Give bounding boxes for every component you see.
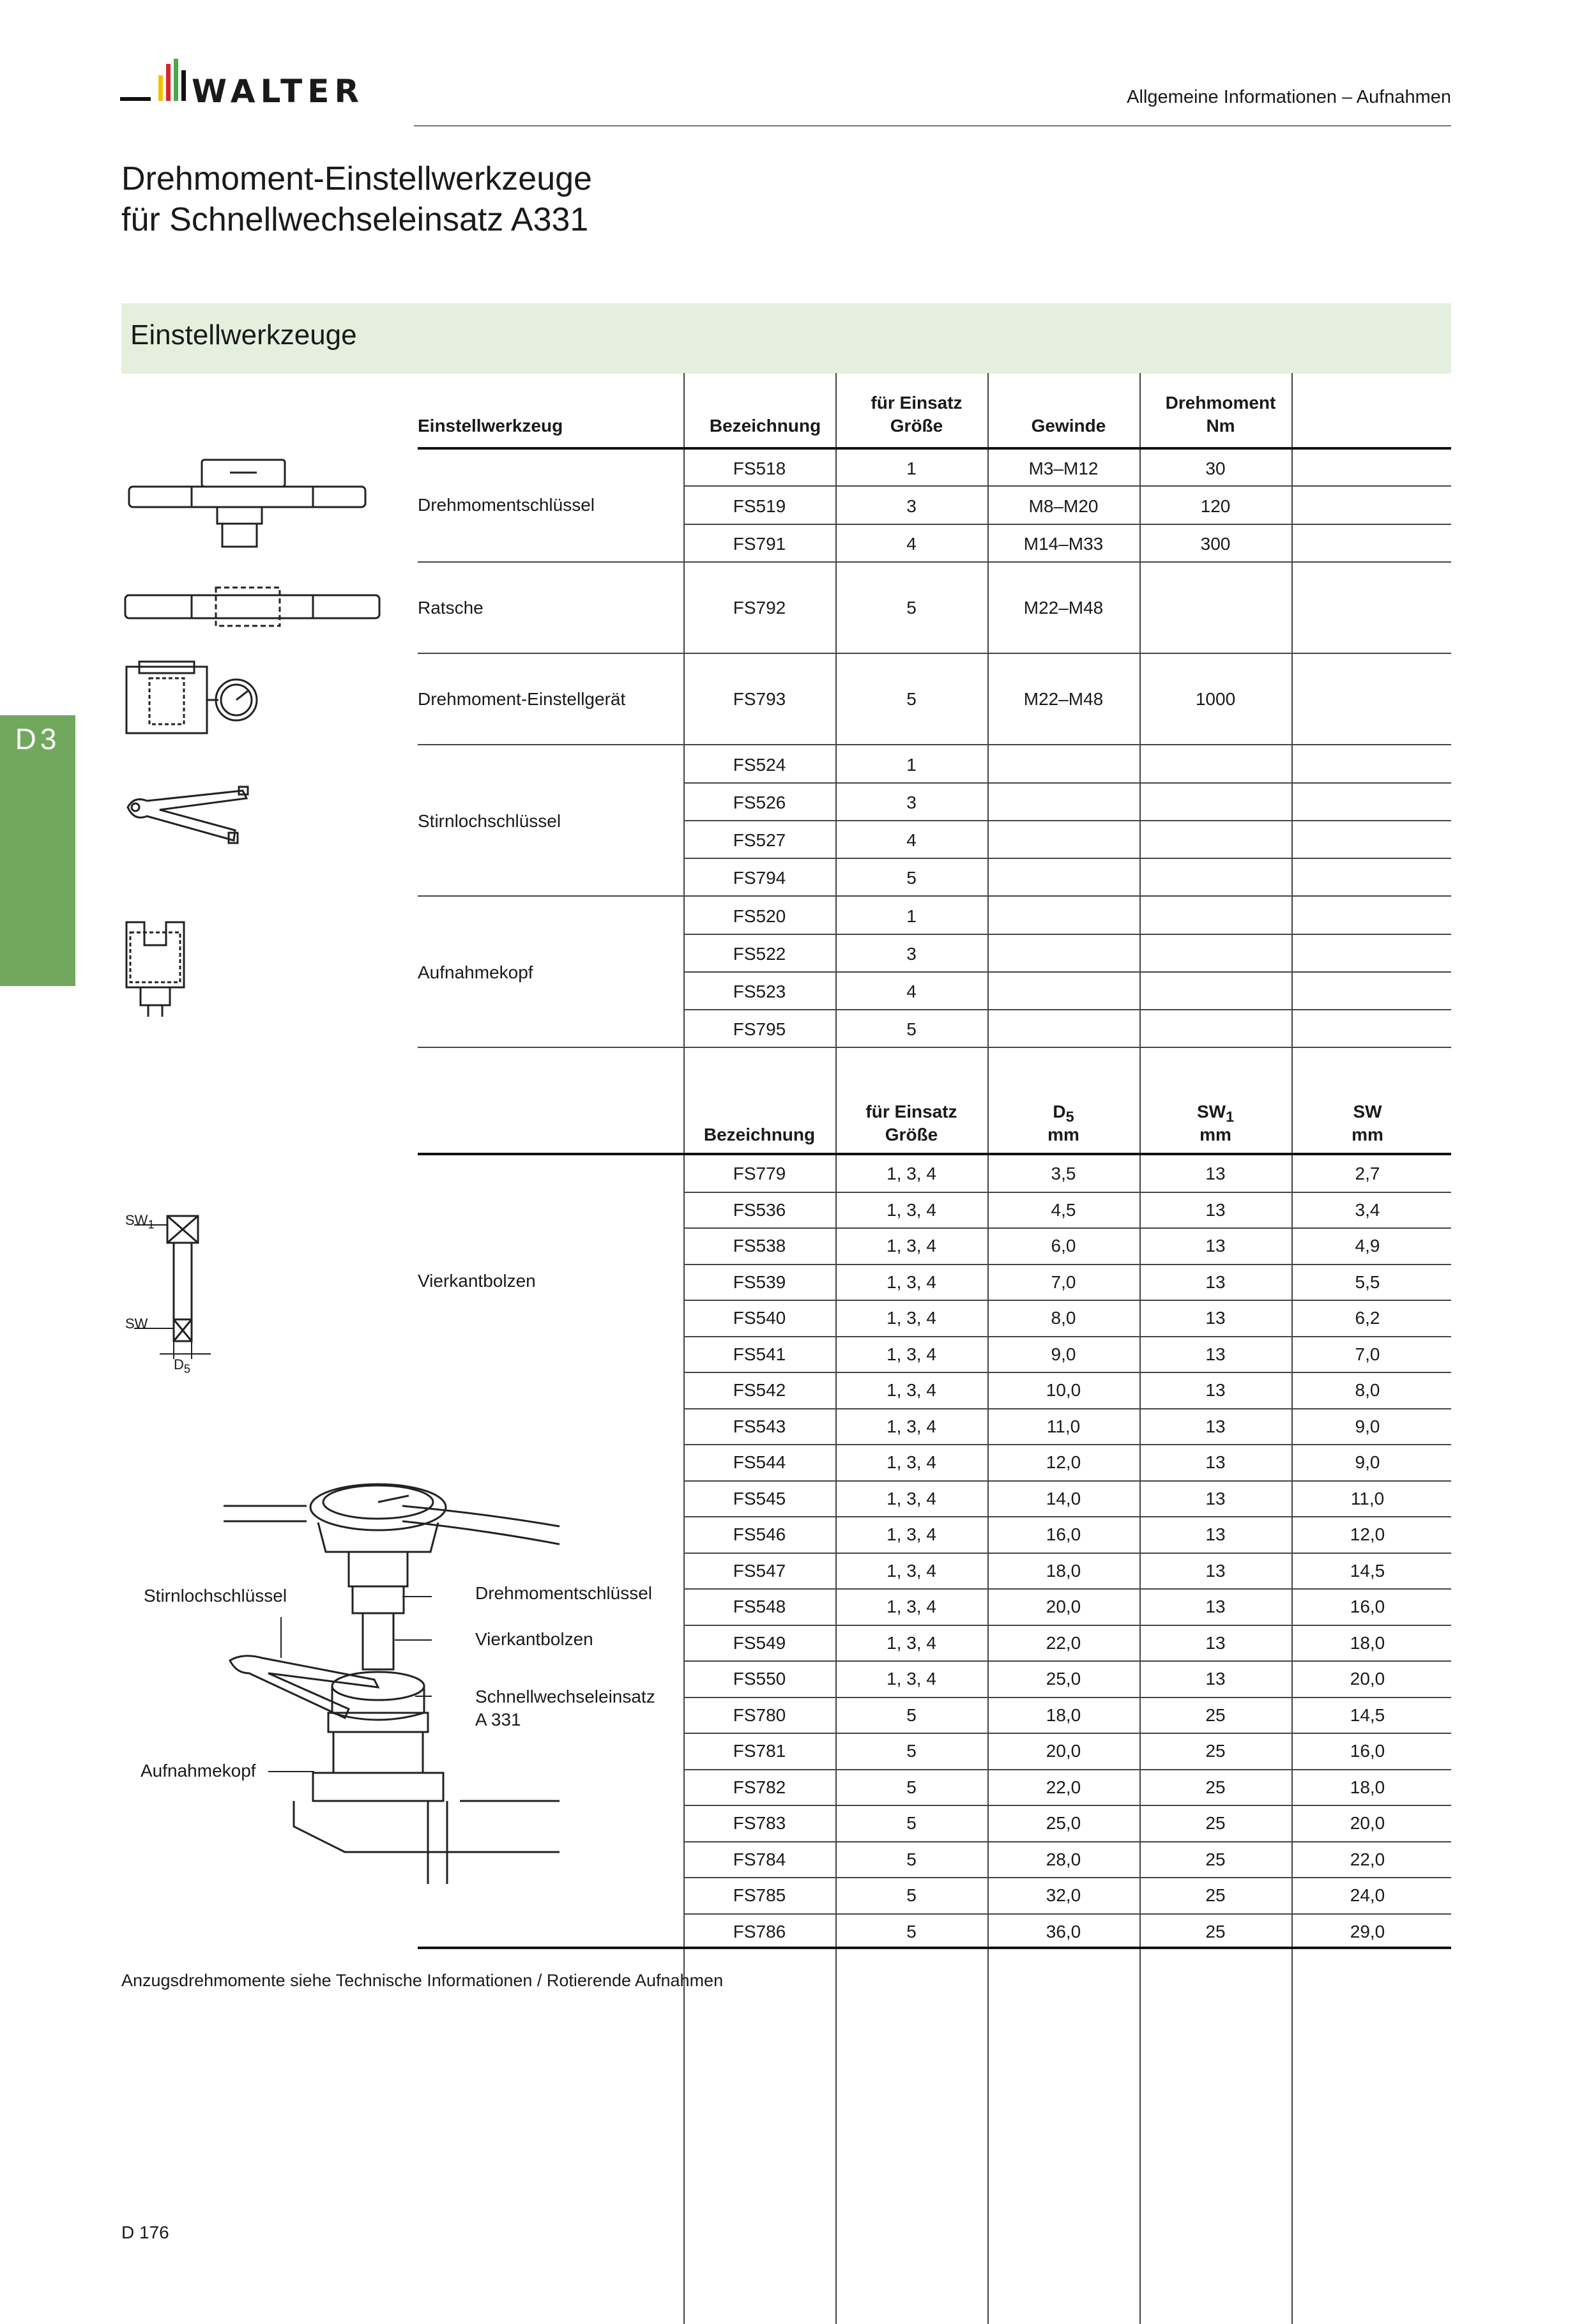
cell-d5: 4,5 — [1051, 1199, 1076, 1220]
cell-size: 1, 3, 4 — [887, 1344, 936, 1364]
col-header-insert-line-2: Größe — [885, 1125, 938, 1144]
cell-sw1: 13 — [1205, 1597, 1226, 1616]
cell-size: 1, 3, 4 — [887, 1308, 936, 1328]
col-header-d5-unit: mm — [1047, 1125, 1079, 1144]
row-divider — [683, 934, 1451, 935]
tool-name: Stirnlochschlüssel — [418, 811, 561, 831]
callout-torque-wrench: Drehmomentschlüssel — [475, 1583, 652, 1603]
bolt-label-d5-subscript: 5 — [183, 1362, 191, 1376]
bolt-label-sw1 — [125, 1210, 155, 1235]
row-divider — [683, 820, 1451, 821]
row-divider — [683, 1588, 1451, 1590]
column-divider — [1139, 1054, 1141, 2324]
cell-sw1: 25 — [1205, 1921, 1226, 1941]
cell-torque: 1000 — [1195, 689, 1236, 709]
cell-size: 5 — [906, 1705, 917, 1725]
callout-face-spanner: Stirnlochschlüssel — [144, 1586, 287, 1606]
cell-designation: FS545 — [733, 1488, 786, 1508]
cell-size: 1 — [906, 459, 917, 478]
cell-designation: FS546 — [733, 1524, 786, 1544]
cell-designation: FS550 — [733, 1669, 786, 1689]
cell-size: 5 — [906, 1813, 917, 1833]
group-divider — [418, 895, 1451, 897]
cell-designation: FS527 — [733, 830, 786, 850]
cell-size: 3 — [906, 496, 917, 516]
cell-sw: 18,0 — [1350, 1632, 1385, 1653]
brand-name: WALTER — [192, 73, 364, 110]
cell-sw: 22,0 — [1350, 1849, 1385, 1869]
cell-thread: M22–M48 — [1023, 689, 1104, 709]
cell-designation: FS523 — [733, 982, 786, 1001]
cell-sw1: 13 — [1205, 1488, 1226, 1508]
cell-designation: FS539 — [733, 1272, 786, 1292]
cell-designation: FS544 — [733, 1452, 786, 1472]
row-divider — [683, 1336, 1451, 1337]
cell-size: 3 — [906, 944, 917, 964]
row-divider — [683, 1553, 1451, 1554]
cell-designation: FS795 — [733, 1019, 786, 1039]
cell-designation: FS782 — [733, 1777, 786, 1797]
header-rule — [418, 1153, 1451, 1155]
cell-thread: M22–M48 — [1023, 598, 1104, 618]
torque-wrench-icon — [121, 447, 383, 556]
cell-d5: 18,0 — [1046, 1705, 1081, 1725]
row-divider — [683, 485, 1451, 487]
cell-designation: FS783 — [733, 1813, 786, 1833]
row-divider — [683, 1227, 1451, 1229]
cell-size: 1, 3, 4 — [887, 1164, 936, 1183]
cell-size: 1, 3, 4 — [887, 1560, 936, 1581]
callout-square-bolt: Vierkantbolzen — [475, 1629, 593, 1649]
cell-designation: FS519 — [733, 496, 786, 516]
cell-size: 5 — [906, 1777, 917, 1797]
cell-size: 5 — [906, 1741, 917, 1761]
cell-designation: FS541 — [733, 1344, 786, 1364]
page-number: D 176 — [121, 2222, 169, 2242]
cell-size: 5 — [906, 1849, 917, 1869]
col-header-designation: Bezeichnung — [709, 416, 821, 436]
row-divider — [683, 1733, 1451, 1734]
column-divider — [987, 1054, 989, 2324]
row-divider — [683, 1625, 1451, 1626]
tool-name: Aufnahmekopf — [418, 962, 533, 982]
row-divider — [683, 524, 1451, 525]
row-divider — [683, 1660, 1451, 1662]
section-title: Einstellwerkzeuge — [130, 319, 357, 351]
row-divider — [683, 1841, 1451, 1842]
col-header-insert-line-2: Größe — [890, 416, 943, 436]
cell-size: 4 — [906, 534, 917, 554]
bolt-label-d5 — [174, 1354, 190, 1379]
cell-sw1: 13 — [1205, 1452, 1226, 1472]
row-divider — [683, 1408, 1451, 1409]
cell-size: 4 — [906, 830, 917, 850]
cell-d5: 22,0 — [1046, 1632, 1081, 1653]
cell-d5: 8,0 — [1051, 1308, 1076, 1328]
cell-designation: FS786 — [733, 1921, 786, 1941]
cell-designation: FS518 — [733, 459, 786, 478]
row-divider — [683, 1697, 1451, 1698]
cell-size: 5 — [906, 1885, 917, 1905]
bolt-label-sw1-letters: SW — [125, 1212, 148, 1228]
row-divider — [683, 1769, 1451, 1770]
cell-designation: FS779 — [733, 1164, 786, 1183]
row-divider — [683, 1913, 1451, 1915]
bolt-label-sw1-subscript: 1 — [148, 1217, 155, 1231]
cell-sw: 9,0 — [1355, 1416, 1380, 1436]
cell-d5: 7,0 — [1051, 1272, 1076, 1292]
cell-size: 5 — [906, 689, 917, 709]
cell-d5: 6,0 — [1051, 1236, 1076, 1256]
cell-sw1: 13 — [1205, 1560, 1226, 1581]
cell-size: 5 — [906, 1921, 917, 1941]
cell-torque: 300 — [1200, 534, 1231, 554]
row-divider — [683, 1264, 1451, 1265]
cell-sw: 3,4 — [1355, 1199, 1380, 1220]
cell-sw: 14,5 — [1350, 1705, 1385, 1725]
column-divider — [835, 373, 837, 1054]
col-header-designation: Bezeichnung — [703, 1125, 816, 1144]
cell-sw1: 13 — [1205, 1632, 1226, 1653]
cell-designation: FS549 — [733, 1632, 786, 1653]
column-divider — [1291, 373, 1293, 1054]
col-header-sw1-unit: mm — [1199, 1125, 1231, 1144]
col-header-tool: Einstellwerkzeug — [418, 416, 563, 436]
cell-d5: 12,0 — [1046, 1452, 1081, 1472]
cell-size: 1, 3, 4 — [887, 1416, 936, 1436]
page-title — [121, 158, 592, 240]
row-divider — [683, 1192, 1451, 1193]
cell-designation: FS548 — [733, 1597, 786, 1616]
row-divider — [683, 1444, 1451, 1445]
col-header-insert-line-1: für Einsatz — [865, 1102, 957, 1121]
cell-designation: FS780 — [733, 1705, 786, 1725]
cell-sw: 16,0 — [1350, 1597, 1385, 1616]
cell-sw1: 13 — [1205, 1669, 1226, 1689]
cell-sw: 2,7 — [1355, 1164, 1380, 1183]
col-header-sw1-letters: SW — [1196, 1102, 1226, 1121]
cell-d5: 18,0 — [1046, 1560, 1081, 1581]
cell-sw: 16,0 — [1350, 1741, 1385, 1761]
cell-sw1: 25 — [1205, 1741, 1226, 1761]
cell-sw: 20,0 — [1350, 1669, 1385, 1689]
row-divider — [683, 782, 1451, 784]
cell-size: 5 — [906, 868, 917, 888]
col-header-sw-unit: mm — [1352, 1125, 1383, 1144]
cell-size: 1 — [906, 755, 917, 775]
col-header-d5-letter: D — [1053, 1102, 1066, 1121]
cell-d5: 25,0 — [1046, 1813, 1081, 1833]
cell-designation: FS520 — [733, 906, 786, 926]
cell-sw: 11,0 — [1350, 1488, 1385, 1508]
cell-size: 1, 3, 4 — [887, 1488, 936, 1508]
cell-designation: FS791 — [733, 534, 786, 554]
cell-sw1: 13 — [1205, 1236, 1226, 1256]
row-divider — [683, 1009, 1451, 1010]
group-divider — [418, 561, 1451, 563]
column-divider — [987, 373, 989, 1054]
cell-d5: 25,0 — [1046, 1669, 1081, 1689]
cell-designation: FS538 — [733, 1236, 786, 1256]
cell-designation: FS784 — [733, 1849, 786, 1869]
cell-designation: FS540 — [733, 1308, 786, 1328]
row-divider — [683, 971, 1451, 973]
tool-name: Vierkantbolzen — [418, 1271, 536, 1291]
cell-designation: FS524 — [733, 755, 786, 775]
tool-name: Drehmoment-Einstellgerät — [418, 689, 626, 709]
header-divider — [414, 125, 1451, 126]
cell-size: 4 — [906, 982, 917, 1001]
cell-sw1: 25 — [1205, 1813, 1226, 1833]
cell-designation: FS794 — [733, 868, 786, 888]
callout-quick-change-insert-line-2: A 331 — [475, 1710, 521, 1729]
cell-designation: FS522 — [733, 944, 786, 964]
row-divider — [683, 1372, 1451, 1373]
row-divider — [683, 1480, 1451, 1482]
cell-sw: 6,2 — [1355, 1308, 1380, 1328]
face-spanner-icon — [121, 784, 262, 854]
torque-setting-device-icon — [121, 657, 275, 740]
col-header-insert-line-1: für Einsatz — [871, 393, 963, 413]
cell-size: 5 — [906, 1019, 917, 1039]
cell-sw: 9,0 — [1355, 1452, 1380, 1472]
group-divider — [418, 1047, 1451, 1048]
assembly-drawing — [217, 1469, 562, 1884]
cell-sw1: 13 — [1205, 1416, 1226, 1436]
cell-sw: 12,0 — [1350, 1524, 1385, 1544]
callout-quick-change-insert-line-1: Schnellwechseleinsatz — [475, 1687, 655, 1706]
cell-sw1: 13 — [1205, 1380, 1226, 1400]
column-divider — [835, 1054, 837, 2324]
cell-sw: 4,9 — [1355, 1236, 1380, 1256]
cell-designation: FS526 — [733, 793, 786, 812]
tool-name: Ratsche — [418, 598, 484, 618]
cell-sw1: 13 — [1205, 1344, 1226, 1364]
cell-designation: FS793 — [733, 689, 786, 709]
cell-thread: M8–M20 — [1028, 496, 1099, 516]
row-divider — [683, 1300, 1451, 1301]
cell-designation: FS785 — [733, 1885, 786, 1905]
cell-designation: FS792 — [733, 598, 786, 618]
col-header-sw: SW — [1353, 1102, 1382, 1121]
page-title-line-1: Drehmoment-Einstellwerkzeuge — [121, 160, 592, 197]
cell-size: 1, 3, 4 — [887, 1380, 936, 1400]
header-rule — [418, 447, 1451, 450]
group-divider — [418, 744, 1451, 745]
cell-torque: 120 — [1200, 496, 1231, 516]
cell-sw: 8,0 — [1355, 1380, 1380, 1400]
tool-table — [418, 373, 1451, 1962]
cell-d5: 9,0 — [1051, 1344, 1076, 1364]
col-header-thread: Gewinde — [1031, 416, 1106, 436]
cell-d5: 20,0 — [1046, 1597, 1081, 1616]
cell-size: 1, 3, 4 — [887, 1452, 936, 1472]
cell-designation: FS547 — [733, 1560, 786, 1581]
bolt-label-sw: SW — [125, 1316, 148, 1332]
cell-size: 1, 3, 4 — [887, 1524, 936, 1544]
bolt-label-d5-letter: D — [174, 1356, 184, 1372]
walter-logo — [120, 59, 190, 116]
cell-thread: M3–M12 — [1028, 459, 1099, 478]
header-section-title: Allgemeine Informationen – Aufnahmen — [1127, 87, 1451, 107]
cell-sw: 24,0 — [1350, 1885, 1385, 1905]
column-divider — [1291, 1054, 1293, 2324]
cell-sw1: 13 — [1205, 1199, 1226, 1220]
cell-sw1: 25 — [1205, 1849, 1226, 1869]
cell-size: 3 — [906, 793, 917, 812]
cell-d5: 36,0 — [1046, 1921, 1081, 1941]
cell-sw: 5,5 — [1355, 1272, 1380, 1292]
cell-size: 1, 3, 4 — [887, 1236, 936, 1256]
cell-size: 1 — [906, 906, 917, 926]
cell-d5: 10,0 — [1046, 1380, 1081, 1400]
col-header-sw1-subscript: 1 — [1226, 1108, 1235, 1125]
callout-receiving-head: Aufnahmekopf — [141, 1761, 256, 1781]
cell-thread: M14–M33 — [1023, 534, 1104, 554]
page-title-line-2: für Schnellwechseleinsatz A331 — [121, 201, 589, 238]
cell-sw1: 13 — [1205, 1272, 1226, 1292]
cell-d5: 16,0 — [1046, 1524, 1081, 1544]
col-header-torque-line-1: Drehmoment — [1165, 393, 1276, 413]
cell-sw1: 25 — [1205, 1705, 1226, 1725]
cell-d5: 20,0 — [1046, 1741, 1081, 1761]
cell-sw1: 13 — [1205, 1524, 1226, 1544]
cell-sw1: 25 — [1205, 1885, 1226, 1905]
ratchet-icon — [121, 581, 383, 632]
column-divider — [683, 373, 685, 1054]
cell-sw1: 13 — [1205, 1164, 1226, 1183]
row-divider — [683, 858, 1451, 859]
cell-designation: FS542 — [733, 1380, 786, 1400]
cell-d5: 11,0 — [1046, 1416, 1081, 1436]
table-bottom-rule — [418, 1947, 1451, 1949]
cell-sw: 7,0 — [1355, 1344, 1380, 1364]
column-divider — [683, 1054, 685, 2324]
cell-sw: 20,0 — [1350, 1813, 1385, 1833]
cell-size: 1, 3, 4 — [887, 1272, 936, 1292]
cell-size: 5 — [906, 598, 917, 618]
cell-size: 1, 3, 4 — [887, 1597, 936, 1616]
cell-size: 1, 3, 4 — [887, 1632, 936, 1653]
col-header-torque-line-2: Nm — [1206, 416, 1235, 436]
cell-d5: 32,0 — [1046, 1885, 1081, 1905]
column-divider — [1139, 373, 1141, 1054]
cell-size: 1, 3, 4 — [887, 1199, 936, 1220]
footnote: Anzugsdrehmomente siehe Technische Informationen / Rotierende Aufnahmen — [121, 1971, 724, 1990]
cell-d5: 14,0 — [1046, 1488, 1081, 1508]
cell-designation: FS543 — [733, 1416, 786, 1436]
col-header-d5-subscript: 5 — [1065, 1108, 1074, 1125]
cell-sw1: 25 — [1205, 1777, 1226, 1797]
cell-torque: 30 — [1205, 459, 1226, 478]
cell-sw: 29,0 — [1350, 1921, 1385, 1941]
cell-d5: 28,0 — [1046, 1849, 1081, 1869]
cell-sw: 14,5 — [1350, 1560, 1385, 1581]
cell-designation: FS781 — [733, 1741, 786, 1761]
cell-designation: FS536 — [733, 1199, 786, 1220]
row-divider — [683, 1877, 1451, 1878]
cell-size: 1, 3, 4 — [887, 1669, 936, 1689]
tool-name: Drehmomentschlüssel — [418, 495, 595, 515]
receiving-head-icon — [121, 913, 198, 1022]
cell-sw: 18,0 — [1350, 1777, 1385, 1797]
chapter-tab-label: D3 — [15, 722, 61, 756]
row-divider — [683, 1516, 1451, 1517]
cell-d5: 22,0 — [1046, 1777, 1081, 1797]
cell-sw1: 13 — [1205, 1308, 1226, 1328]
cell-d5: 3,5 — [1051, 1164, 1076, 1183]
row-divider — [683, 1805, 1451, 1806]
group-divider — [418, 653, 1451, 654]
